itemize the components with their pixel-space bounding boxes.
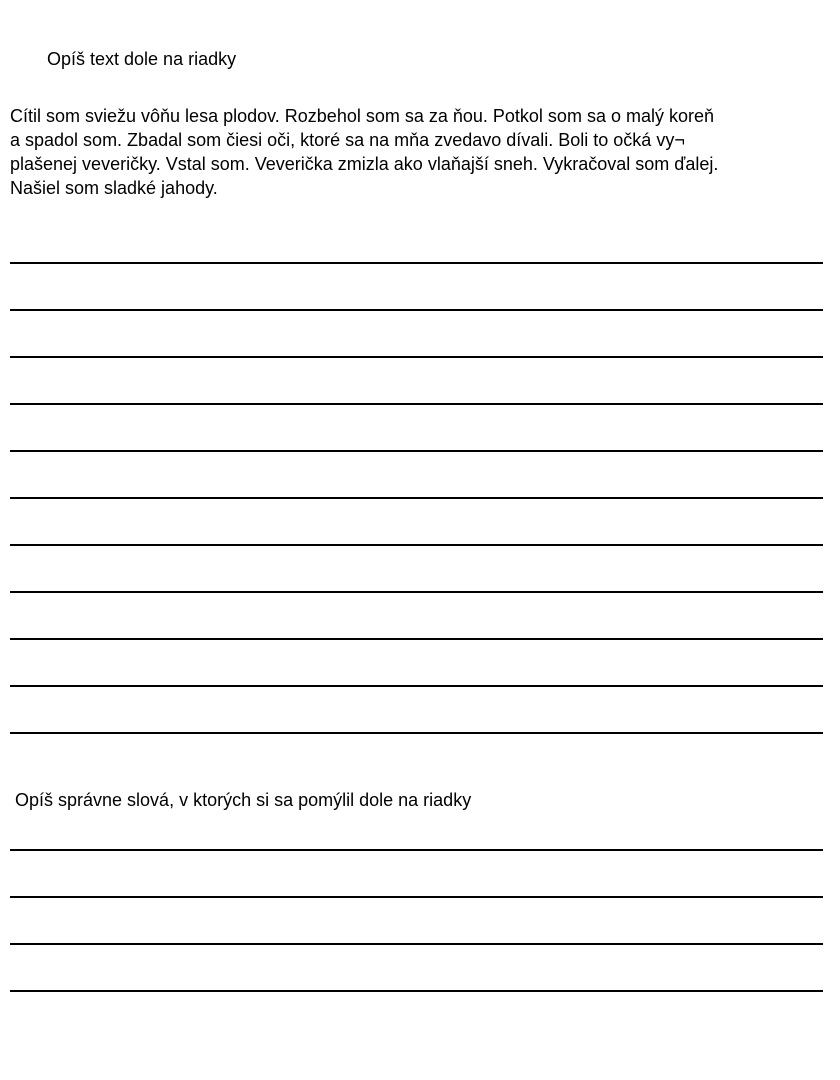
writing-line	[10, 732, 823, 734]
writing-line	[10, 497, 823, 499]
paragraph-line: plašenej veveričky. Vstal som. Veverička zmizla ako vlaňajší sneh. Vykračoval som ďalej.	[10, 154, 719, 174]
paragraph-line: Našiel som sladké jahody.	[10, 178, 218, 198]
writing-line	[10, 450, 823, 452]
paragraph-line: a spadol som. Zbadal som čiesi oči, ktoré sa na mňa zvedavo dívali. Boli to očká vy¬	[10, 130, 685, 150]
writing-line	[10, 356, 823, 358]
exercise-2-instruction: Opíš správne slová, v ktorých si sa pomýlil dole na riadky	[15, 790, 472, 810]
writing-line	[10, 262, 823, 264]
writing-line	[10, 849, 823, 851]
writing-line	[10, 990, 823, 992]
writing-line	[10, 403, 823, 405]
writing-line	[10, 638, 823, 640]
writing-line	[10, 896, 823, 898]
copy-text-paragraph	[10, 104, 718, 200]
exercise-1-instruction: Opíš text dole na riadky	[47, 49, 237, 69]
writing-line	[10, 591, 823, 593]
paragraph-line: Cítil som sviežu vôňu lesa plodov. Rozbehol som sa za ňou. Potkol som sa o malý koreň	[10, 106, 714, 126]
writing-line	[10, 943, 823, 945]
writing-line	[10, 685, 823, 687]
writing-line	[10, 544, 823, 546]
writing-line	[10, 309, 823, 311]
